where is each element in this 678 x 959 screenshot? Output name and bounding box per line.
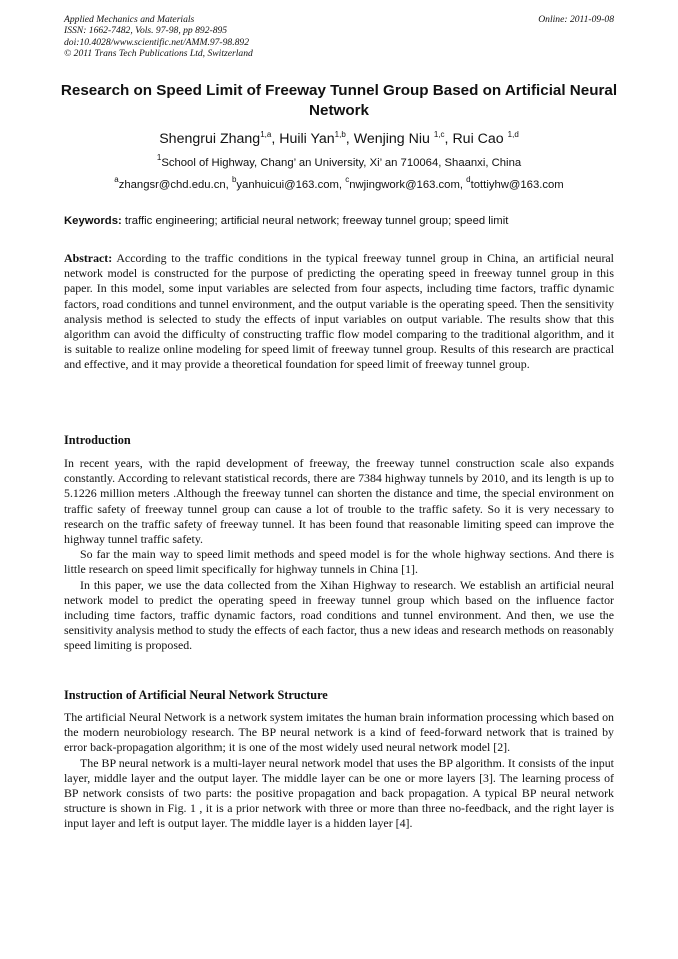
- issn-line: ISSN: 1662-7482, Vols. 97-98, pp 892-895: [64, 25, 228, 37]
- keywords: [64, 214, 624, 228]
- author-name: Huili Yan: [279, 131, 335, 147]
- email-address: nwjingwork@163.com: [349, 179, 460, 191]
- email-address: yanhuicui@163.com: [236, 179, 339, 191]
- keywords-text: traffic engineering; artificial neural network; freeway tunnel group; speed limit: [124, 215, 509, 227]
- nn-section-body: [64, 710, 614, 832]
- copyright-line: © 2011 Trans Tech Publications Ltd, Switzerland: [64, 48, 253, 60]
- journal-name: Applied Mechanics and Materials: [64, 14, 195, 25]
- email-mark: b: [231, 175, 237, 184]
- paragraph: The BP neural network is a multi-layer neural network model that uses the BP algorithm. It consists of the input layer, middle layer and the output layer. The middle layer can be one or more layers [3]. The learning process of BP network consists of two parts: the positive propagation and back propagation. A typical BP neural network structure is shown in Fig. 1 , it is a prior network with three or more than three no-feedback, and the right layer is input layer and left is output layer. The middle layer is a hidden layer [4].: [64, 755, 614, 831]
- email-address: zhangsr@chd.edu.cn: [118, 179, 226, 191]
- abstract: [64, 251, 614, 373]
- email-mark: c: [345, 175, 350, 184]
- paragraph: The artificial Neural Network is a network system imitates the human brain information processing which based on the modern neurobiology research. The BP neural network is a kind of feed-forward network that is trained by error back-propagation algorithm; it is one of the most widely used neural network model [2].: [64, 710, 614, 755]
- author-list: Shengrui Zhang$^{1,a}$, Huili Yan$^{1,b}$, Wenjing Niu $^{1,c}$, Rui Cao $^{1,d}$: [159, 130, 519, 147]
- affiliation-text: School of Highway, Chang’ an University, Xi’ an 710064, Shaanxi, China: [161, 157, 522, 169]
- email-mark: a: [114, 175, 119, 184]
- paragraph: In this paper, we use the data collected from the Xihan Highway to research. We establish an artificial neural network model to predict the operating speed in freeway tunnel group which based on the influence factor including time factors, traffic dynamic factors, road conditions and tunnel environment. And then, we use the sensitivity analysis method to study the effects of each factor, thus a new ideas and research methods on reasonably speed limiting is proposed.: [64, 577, 614, 653]
- author-affil-mark: 1,b: [334, 130, 346, 139]
- author-name: Rui Cao: [452, 131, 504, 147]
- introduction-heading: Introduction: [64, 433, 131, 447]
- doi-line: doi:10.4028/www.scientific.net/AMM.97-98.892: [64, 36, 250, 48]
- keywords-label: Keywords:: [64, 215, 122, 227]
- nn-section-heading: Instruction of Artificial Neural Network Structure: [64, 688, 328, 702]
- author-affil-mark: 1,c: [433, 130, 445, 139]
- online-date: Online: 2011-09-08: [538, 14, 614, 25]
- email-list: $^a$zhangsr@chd.edu.cn, $^b$yanhuicui@163.com, $^c$nwjingwork@163.com, $^d$tottiyhw@163.com: [114, 175, 564, 191]
- paragraph: In recent years, with the rapid development of freeway, the freeway tunnel construction scale also expands constantly. According to relevant statistical records, there are 7384 highway tunnels by 2010, and its length is up to 5.1226 million meters .Although the freeway tunnel can shorten the distance and time, the special environment on traffic safety of freeway tunnel group can cause a lot of trouble to the traffic safety. So it is very necessary to research on the traffic safety of freeway tunnel. It has been found that reasonable limiting speed can improve the highway tunnel traffic safety.: [64, 456, 614, 547]
- author-name: Wenjing Niu: [353, 131, 430, 147]
- introduction-body: [64, 456, 614, 654]
- abstract-text: According to the traffic conditions in the typical freeway tunnel group in China, an artificial neural network model is constructed for the purpose of predicting the operating speed in freeway tunnel group in this paper. In this model, some input variables are selected from four aspects, including time factors, traffic dynamic factors, road conditions and tunnel environment, and the output variable is the operating speed. Then the sensitivity analysis method is selected to study the effects of input variables on output variable. The results show that this algorithm can avoid the difficulty of constructing traffic flow model comparing to the traditional algorithm, and it is suitable to realize online modeling for speed limit of freeway tunnel group. Results of this research are practical and effective, and it may provide a theoretical foundation for speed limit of freeway tunnel group.: [64, 251, 614, 372]
- journal-header: [64, 14, 614, 60]
- author-name: Shengrui Zhang: [159, 131, 261, 147]
- paper-title: Research on Speed Limit of Freeway Tunnel Group Based on Artificial Neural Network: [60, 82, 618, 119]
- email-mark: d: [466, 175, 471, 184]
- author-affil-mark: 1,a: [260, 130, 272, 139]
- author-affil-mark: 1,d: [507, 130, 519, 139]
- paragraph: So far the main way to speed limit methods and speed model is for the whole highway sections. And there is little research on speed limit specifically for highway tunnels in China [1].: [64, 547, 614, 577]
- abstract-label: Abstract:: [64, 251, 113, 265]
- email-address: tottiyhw@163.com: [470, 179, 564, 191]
- affiliation-mark: 1: [156, 153, 162, 162]
- affiliation: [40, 153, 638, 170]
